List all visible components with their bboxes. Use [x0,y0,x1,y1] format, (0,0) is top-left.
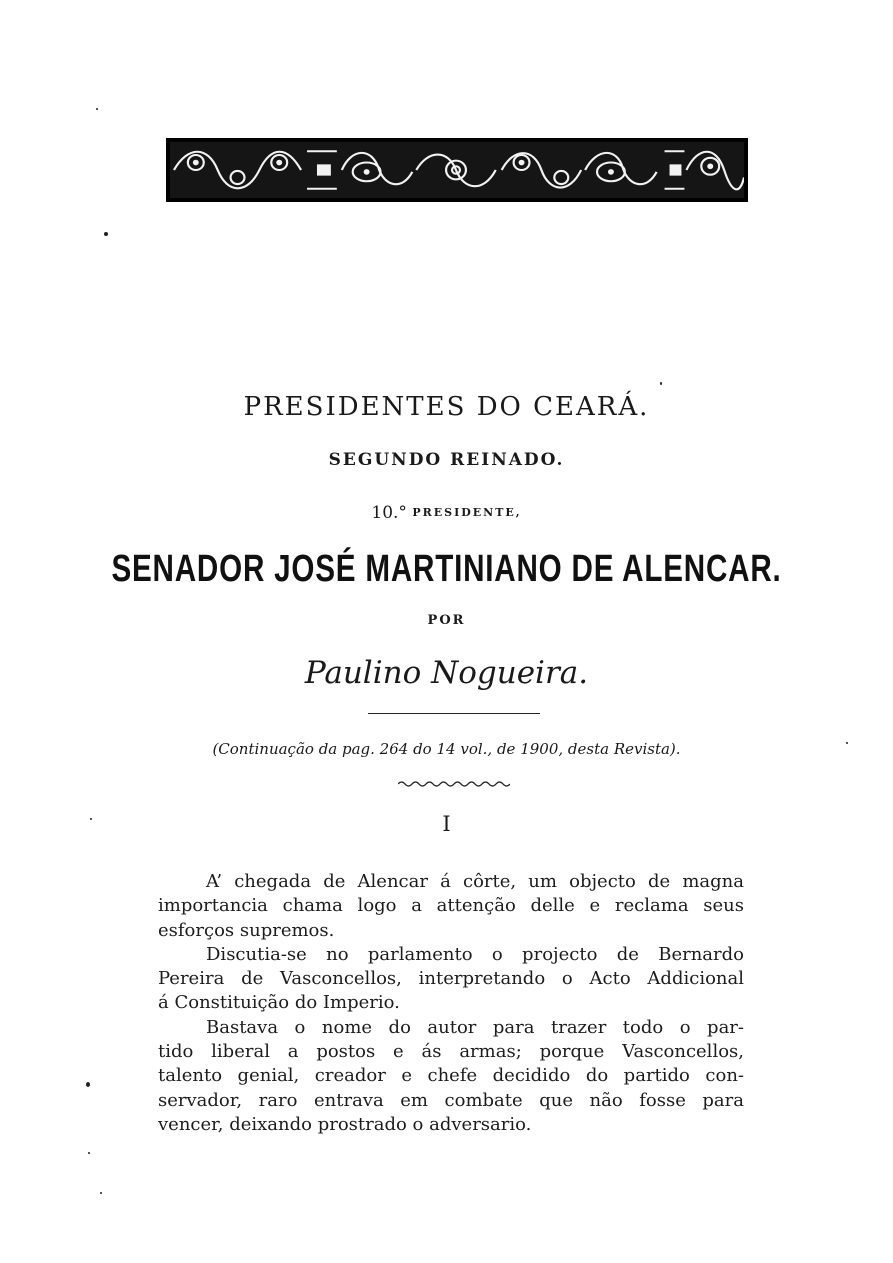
scan-speck [104,232,108,236]
ornament-pattern [168,140,746,200]
continuation-note: (Continuação da pag. 264 do 14 vol., de 1900, desta Revista). [212,740,681,758]
scan-speck [86,1082,90,1087]
section-number: I [442,812,451,836]
text-line: A’ chegada de Alencar á côrte, um objecto de magna [206,871,744,892]
wavy-divider [398,780,510,788]
presidente-line [0,503,893,523]
decorative-header-ornament [166,138,748,202]
text-line: Pereira de Vasconcellos, interpretando o Acto Addicional [158,968,744,990]
article-body [158,870,744,1137]
text-line: á Constituição do Imperio. [158,992,400,1014]
text-line: Bastava o nome do autor para trazer todo o par- [206,1016,744,1038]
byline-por: POR [427,613,466,628]
text-line: esforços supremos. [158,919,335,941]
text-line: servador, raro entrava em combate que não fosse para [158,1089,744,1111]
text-line: importancia chama logo a attenção delle e reclama seus [158,895,744,917]
scan-speck [88,1152,90,1154]
scan-speck [660,382,662,385]
scan-speck [846,742,848,744]
text-line: Discutia-se no parlamento o projecto de Bernardo [206,943,744,965]
scan-speck [90,818,92,820]
author-name: Paulino Nogueira. [304,655,589,691]
presidente-number: 10.° [371,503,407,523]
text-line: vencer, deixando prostrado o adversario. [158,1113,532,1135]
divider-rule [368,713,540,714]
scan-speck [100,1192,102,1194]
article-subtitle: SEGUNDO REINADO. [328,450,565,470]
text-line: tido liberal a postos e ás armas; porque Vasconcellos, [158,1041,744,1063]
scan-speck [96,108,98,110]
text-line: talento genial, creador e chefe decidido do partido con- [158,1065,744,1087]
presidente-label: PRESIDENTE, [412,506,522,519]
subject-name: SENADOR JOSÉ MARTINIANO DE ALENCAR. [111,548,782,590]
article-title: PRESIDENTES DO CEARÁ. [243,392,650,422]
